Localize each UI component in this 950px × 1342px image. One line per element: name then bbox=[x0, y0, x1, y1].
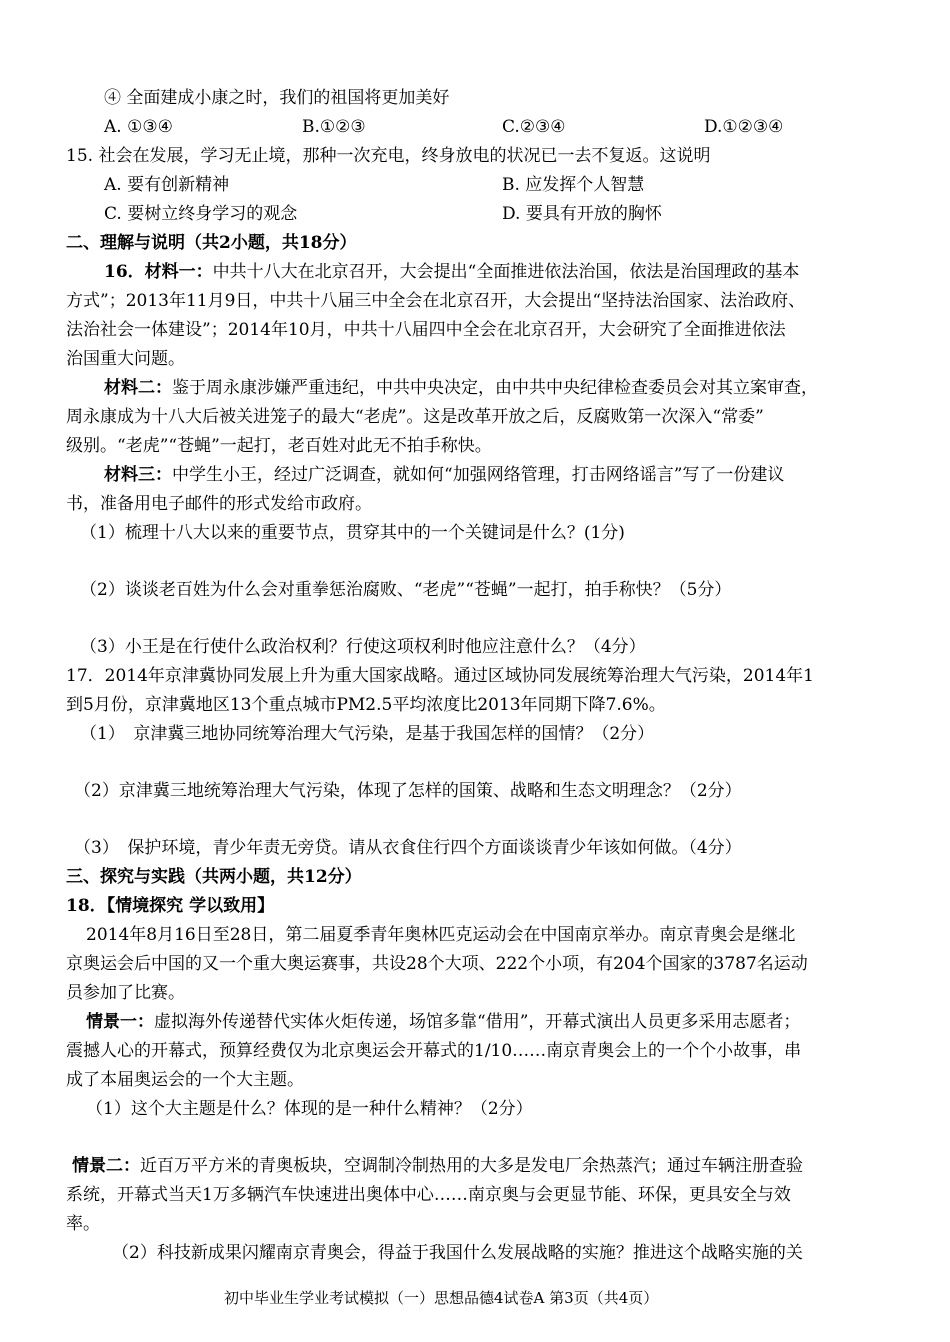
q14-option-c: C.②③④ bbox=[502, 117, 566, 137]
q16-material3-text: 中学生小王，经过广泛调查，就如何“加强网络管理，打击网络谣言”写了一份建议 bbox=[172, 465, 785, 485]
q18-heading: 18．【情境探究 学以致用】 bbox=[66, 896, 275, 916]
q16-material2-label: 材料二： bbox=[104, 378, 172, 398]
q17-sub1: （1） 京津冀三地协同统筹治理大气污染，是基于我国怎样的国情？（2分） bbox=[80, 724, 655, 744]
q16-material3-line: 书，准备用电子邮件的形式发给市政府。 bbox=[66, 494, 372, 514]
q18-scene2-first-line bbox=[72, 1152, 803, 1180]
q16-material2-line: 周永康成为十八大后被关进笼子的最大“老虎”。这是改革开放之后，反腐败第一次深入“常委” bbox=[66, 407, 764, 427]
q18-sub1: （1）这个大主题是什么？体现的是一种什么精神？（2分） bbox=[86, 1099, 533, 1119]
q18-intro-line: 员参加了比赛。 bbox=[66, 983, 185, 1003]
q15-stem: 15. 社会在发展，学习无止境，那种一次充电，终身放电的状况已一去不复返。这说明 bbox=[66, 146, 711, 166]
q17-stem-line: 到5月份，京津冀地区13个重点城市PM2.5平均浓度比2013年同期下降7.6%。 bbox=[66, 695, 666, 715]
q18-sub2: （2）科技新成果闪耀南京青奥会，得益于我国什么发展战略的实施？推进这个战略实施的关 bbox=[112, 1243, 803, 1263]
q18-scene2-line: 系统，开幕式当天1万多辆汽车快速进出奥体中心……南京奥与会更显节能、环保，更具安全与效 bbox=[66, 1185, 791, 1205]
q16-material1-label: 16．材料一： bbox=[104, 262, 213, 282]
q17-sub2: （2）京津冀三地统筹治理大气污染，体现了怎样的国策、战略和生态文明理念？（2分） bbox=[74, 781, 742, 801]
page-footer: 初中毕业生学业考试模拟（一）思想品德4试卷A 第3页（共4页） bbox=[224, 1289, 659, 1307]
q16-material1-first-line bbox=[104, 258, 799, 286]
q16-sub2: （2）谈谈老百姓为什么会对重拳惩治腐败、“老虎”“苍蝇”一起打，拍手称快？（5分） bbox=[80, 580, 732, 600]
q16-material3-label: 材料三： bbox=[104, 465, 172, 485]
q15-option-c: C. 要树立终身学习的观念 bbox=[104, 204, 298, 224]
q16-material3-first-line bbox=[104, 461, 784, 489]
q14-option-b: B.①②③ bbox=[302, 117, 366, 137]
section2-title: 二、理解与说明（共2小题，共18分） bbox=[66, 233, 357, 253]
q16-material1-line: 方式”；2013年11月9日，中共十八届三中全会在北京召开，大会提出“坚持法治国家、法治政府、 bbox=[66, 291, 806, 311]
q17-sub3: （3） 保护环境，青少年责无旁贷。请从衣食住行四个方面谈谈青少年该如何做。（4分） bbox=[74, 838, 742, 858]
q14-item4: ④ 全面建成小康之时，我们的祖国将更加美好 bbox=[104, 88, 450, 108]
q16-material1-line: 治国重大问题。 bbox=[66, 349, 185, 369]
q15-option-b: B. 应发挥个人智慧 bbox=[502, 175, 645, 195]
q16-sub1: （1）梳理十八大以来的重要节点，贯穿其中的一个关键词是什么？(1分) bbox=[80, 523, 625, 543]
q18-scene1-line: 成了本届奥运会的一个大主题。 bbox=[66, 1070, 304, 1090]
q16-material2-line: 级别。“老虎”“苍蝇”一起打，老百姓对此无不拍手称快。 bbox=[66, 436, 492, 456]
q18-scene1-line: 震撼人心的开幕式，预算经费仅为北京奥运会开幕式的1/10……南京青奥会上的一个个小故事，串 bbox=[66, 1041, 802, 1061]
q16-material2-first-line bbox=[104, 374, 818, 402]
section3-title: 三、探究与实践（共两小题，共12分） bbox=[66, 867, 362, 887]
q18-scene1-label: 情景一： bbox=[86, 1012, 154, 1032]
q16-sub3: （3）小王是在行使什么政治权利？行使这项权利时他应注意什么？（4分） bbox=[80, 637, 646, 657]
q18-intro-line: 京奥运会后中国的又一个重大奥运赛事，共设28个大项、222个小项，有204个国家的3787名运动 bbox=[66, 954, 808, 974]
q18-scene1-text: 虚拟海外传递替代实体火炬传递，场馆多靠“借用”，开幕式演出人员更多采用志愿者； bbox=[154, 1012, 801, 1032]
q16-material1-line: 法治社会一体建设”；2014年10月，中共十八届四中全会在北京召开，大会研究了全面推进依法 bbox=[66, 320, 786, 340]
q18-scene2-line: 率。 bbox=[66, 1214, 100, 1234]
q18-scene2-label: 情景二： bbox=[72, 1156, 140, 1176]
q14-option-a: A. ①③④ bbox=[104, 117, 173, 137]
q16-material2-text: 鉴于周永康涉嫌严重违纪，中共中央决定，由中共中央纪律检查委员会对其立案审查， bbox=[172, 378, 818, 398]
q14-option-d: D.①②③④ bbox=[704, 117, 784, 137]
q16-material1-text: 中共十八大在北京召开，大会提出“全面推进依法治国，依法是治国理政的基本 bbox=[212, 262, 800, 282]
q18-intro-line: 2014年8月16日至28日，第二届夏季青年奥林匹克运动会在中国南京举办。南京青奥会是继北 bbox=[86, 925, 796, 945]
q15-option-a: A. 要有创新精神 bbox=[104, 175, 230, 195]
q17-stem-line: 17．2014年京津冀协同发展上升为重大国家战略。通过区域协同发展统筹治理大气污染，2014年1 bbox=[66, 666, 814, 686]
q15-option-d: D. 要具有开放的胸怀 bbox=[502, 204, 662, 224]
q18-scene2-text: 近百万平方米的青奥板块，空调制冷制热用的大多是发电厂余热蒸汽；通过车辆注册查验 bbox=[140, 1156, 803, 1176]
q18-scene1-first-line bbox=[86, 1008, 800, 1036]
